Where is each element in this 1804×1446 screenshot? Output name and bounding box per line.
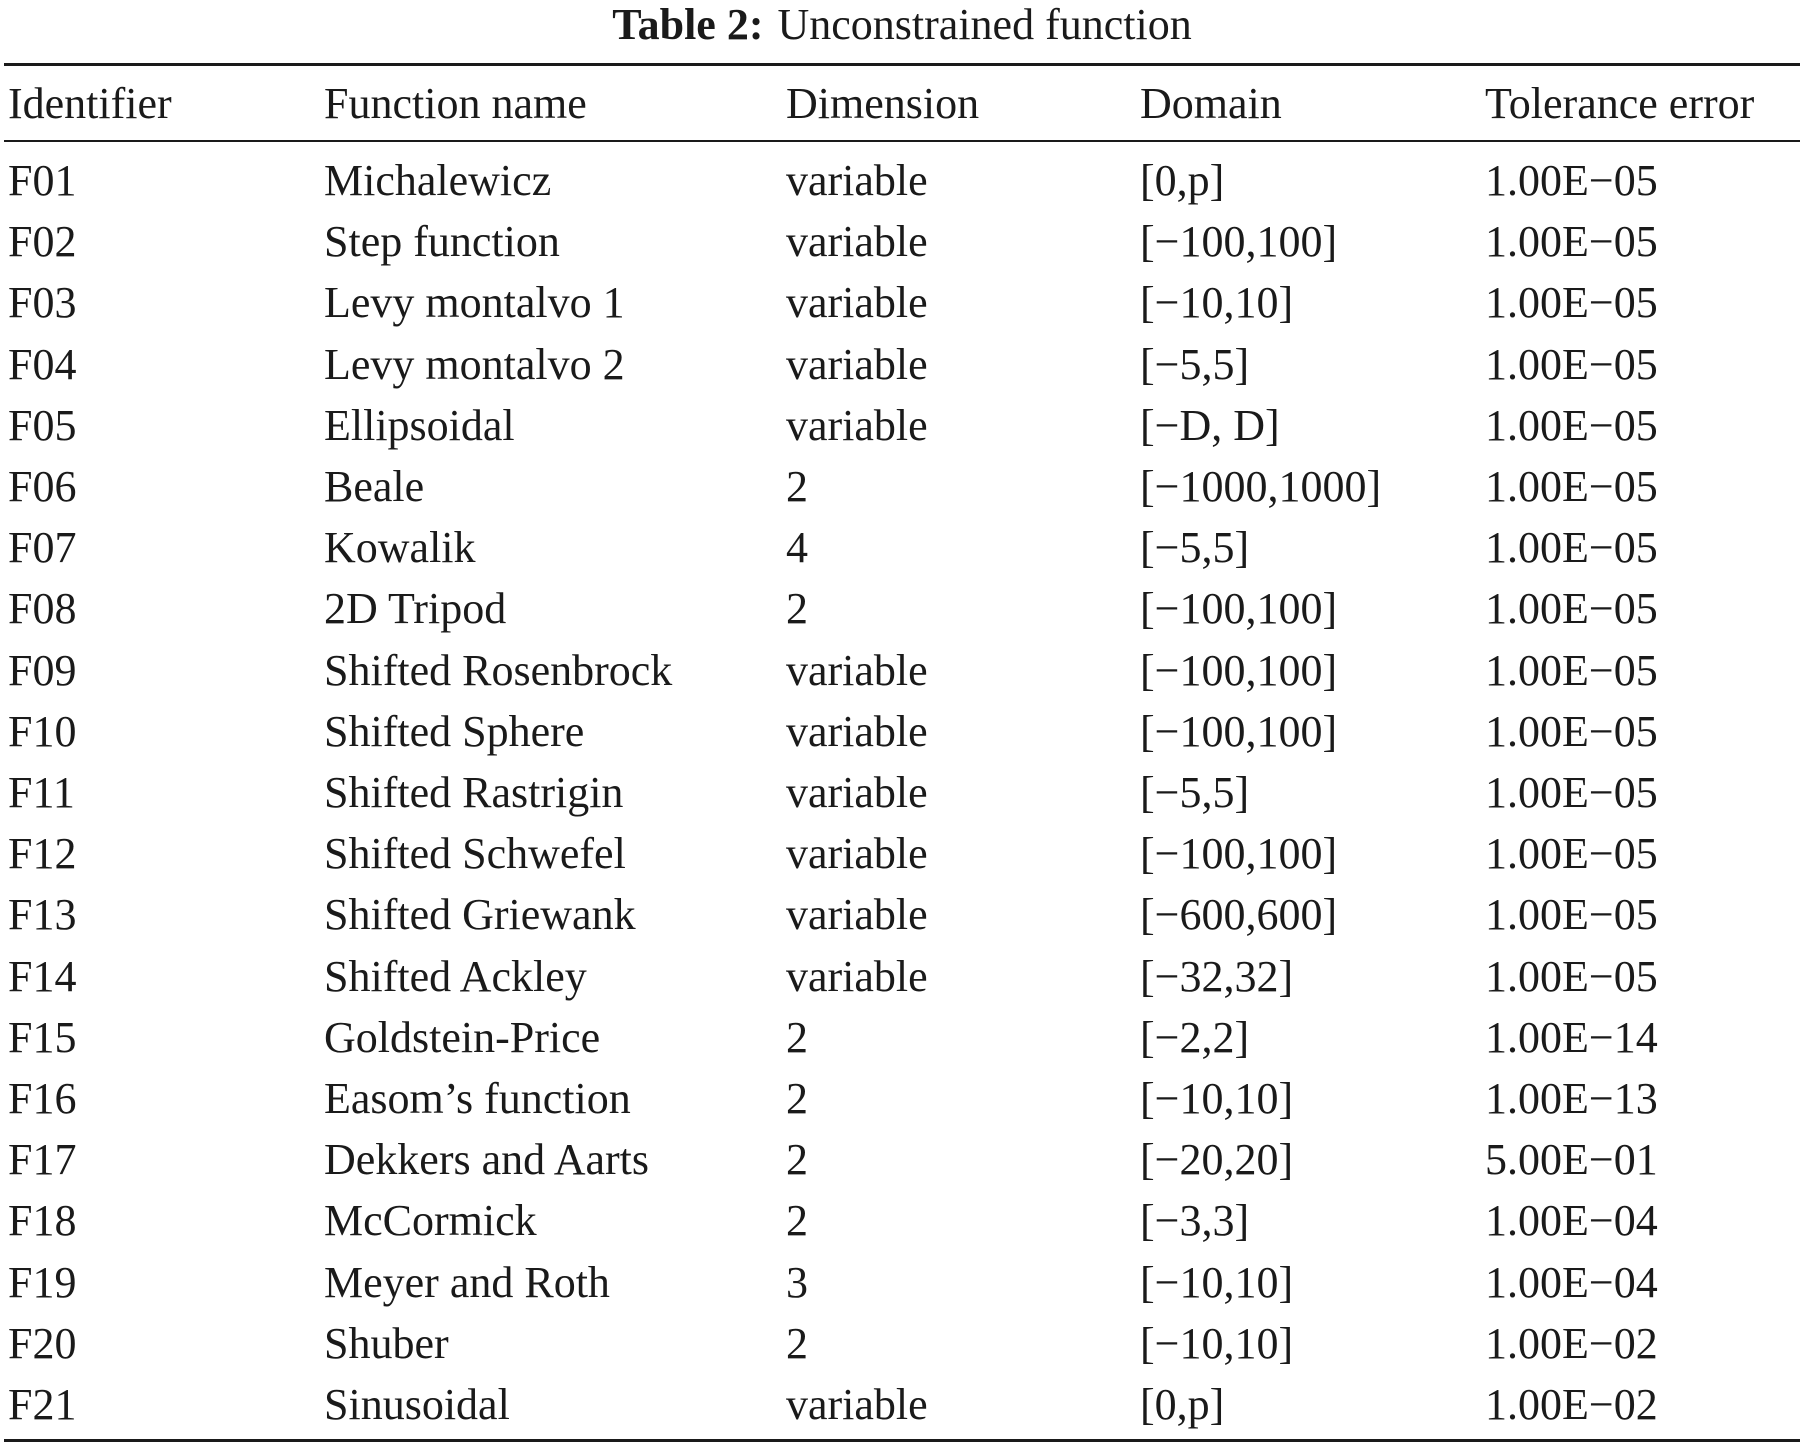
header-tolerance-error: Tolerance error	[1485, 79, 1755, 128]
cell-function-name: McCormick	[324, 1196, 537, 1246]
cell-tolerance-error: 1.00E−05	[1485, 951, 1658, 1001]
table-row	[8, 640, 1804, 701]
cell-identifier: F13	[8, 890, 77, 940]
table-row	[8, 1313, 1804, 1374]
cell-function-name: Kowalik	[324, 523, 476, 573]
cell-identifier: F06	[8, 462, 77, 512]
table-row	[8, 1007, 1804, 1068]
caption-title: Unconstrained function	[777, 0, 1192, 49]
table-row	[8, 1252, 1804, 1313]
cell-identifier: F14	[8, 951, 77, 1001]
cell-tolerance-error: 1.00E−02	[1485, 1380, 1658, 1430]
cell-dimension: variable	[786, 951, 928, 1001]
cell-tolerance-error: 1.00E−02	[1485, 1318, 1658, 1368]
cell-domain: [−10,10]	[1140, 1318, 1294, 1368]
cell-dimension: variable	[786, 217, 928, 267]
table-row	[8, 456, 1804, 517]
cell-dimension: variable	[786, 706, 928, 756]
cell-domain: [−2,2]	[1140, 1012, 1250, 1062]
table-row	[8, 272, 1804, 333]
header-domain: Domain	[1140, 79, 1282, 128]
table-row	[8, 1374, 1804, 1435]
cell-domain: [−600,600]	[1140, 890, 1338, 940]
cell-dimension: 2	[786, 1196, 808, 1246]
cell-function-name: Michalewicz	[324, 156, 552, 205]
cell-dimension: variable	[786, 645, 928, 695]
cell-identifier: F19	[8, 1257, 77, 1307]
table-body	[8, 150, 1804, 1435]
cell-identifier: F01	[8, 156, 77, 205]
cell-identifier: F20	[8, 1318, 77, 1368]
table-row	[8, 884, 1804, 945]
table-row	[8, 1129, 1804, 1190]
cell-function-name: Shifted Rosenbrock	[324, 645, 673, 695]
header-identifier: Identifier	[8, 79, 172, 128]
cell-domain: [−5,5]	[1140, 339, 1250, 389]
cell-tolerance-error: 1.00E−05	[1485, 217, 1658, 267]
cell-function-name: Dekkers and Aarts	[324, 1135, 650, 1185]
cell-identifier: F15	[8, 1012, 77, 1062]
cell-tolerance-error: 1.00E−05	[1485, 890, 1658, 940]
header-row	[8, 72, 1804, 136]
cell-function-name: Levy montalvo 2	[324, 339, 625, 389]
cell-function-name: Sinusoidal	[324, 1380, 510, 1430]
bottom-rule	[4, 1439, 1800, 1442]
cell-domain: [−10,10]	[1140, 1074, 1294, 1124]
cell-identifier: F09	[8, 645, 77, 695]
cell-dimension: variable	[786, 400, 928, 450]
cell-function-name: Shifted Schwefel	[324, 829, 626, 879]
cell-tolerance-error: 1.00E−05	[1485, 768, 1658, 818]
cell-identifier: F18	[8, 1196, 77, 1246]
cell-identifier: F04	[8, 339, 77, 389]
cell-function-name: Beale	[324, 462, 425, 512]
cell-identifier: F02	[8, 217, 77, 267]
cell-tolerance-error: 1.00E−05	[1485, 462, 1658, 512]
cell-domain: [−5,5]	[1140, 768, 1250, 818]
caption-label: Table 2:	[612, 0, 764, 49]
cell-identifier: F10	[8, 706, 77, 756]
cell-identifier: F07	[8, 523, 77, 573]
cell-tolerance-error: 1.00E−04	[1485, 1257, 1658, 1307]
cell-domain: [−32,32]	[1140, 951, 1294, 1001]
table-row	[8, 395, 1804, 456]
function-table	[8, 150, 1804, 1435]
cell-tolerance-error: 1.00E−05	[1485, 523, 1658, 573]
cell-dimension: 2	[786, 584, 808, 634]
cell-identifier: F12	[8, 829, 77, 879]
cell-identifier: F08	[8, 584, 77, 634]
table-header	[8, 72, 1804, 136]
cell-tolerance-error: 1.00E−05	[1485, 400, 1658, 450]
cell-identifier: F17	[8, 1135, 77, 1185]
table-row	[8, 211, 1804, 272]
table-row	[8, 150, 1804, 211]
cell-identifier: F03	[8, 278, 77, 328]
cell-identifier: F05	[8, 400, 77, 450]
cell-tolerance-error: 1.00E−05	[1485, 584, 1658, 634]
header-rule	[4, 140, 1800, 142]
cell-function-name: Shuber	[324, 1318, 449, 1368]
table-caption	[0, 0, 1804, 50]
cell-tolerance-error: 1.00E−05	[1485, 829, 1658, 879]
cell-tolerance-error: 1.00E−14	[1485, 1012, 1658, 1062]
cell-dimension: variable	[786, 768, 928, 818]
cell-identifier: F11	[8, 768, 75, 818]
cell-function-name: Shifted Sphere	[324, 706, 585, 756]
cell-dimension: 2	[786, 1074, 808, 1124]
cell-function-name: Meyer and Roth	[324, 1257, 610, 1307]
cell-dimension: variable	[786, 1380, 928, 1430]
table-row	[8, 946, 1804, 1007]
cell-tolerance-error: 1.00E−04	[1485, 1196, 1658, 1246]
table-row	[8, 517, 1804, 578]
cell-dimension: 2	[786, 462, 808, 512]
cell-function-name: Shifted Griewank	[324, 890, 636, 940]
cell-tolerance-error: 1.00E−05	[1485, 339, 1658, 389]
cell-domain: [−5,5]	[1140, 523, 1250, 573]
cell-domain: [−D, D]	[1140, 400, 1280, 450]
table-row	[8, 1068, 1804, 1129]
cell-function-name: Easom’s function	[324, 1074, 631, 1124]
cell-dimension: variable	[786, 278, 928, 328]
top-rule	[4, 63, 1800, 66]
cell-domain: [0,p]	[1140, 1380, 1225, 1430]
table-row	[8, 578, 1804, 639]
cell-domain: [−100,100]	[1140, 584, 1338, 634]
cell-dimension: 2	[786, 1135, 808, 1185]
header-function-name: Function name	[324, 79, 587, 128]
cell-function-name: Goldstein-Price	[324, 1012, 601, 1062]
cell-domain: [−100,100]	[1140, 645, 1338, 695]
cell-domain: [−3,3]	[1140, 1196, 1250, 1246]
cell-dimension: variable	[786, 829, 928, 879]
cell-identifier: F16	[8, 1074, 77, 1124]
cell-dimension: 4	[786, 523, 808, 573]
cell-tolerance-error: 5.00E−01	[1485, 1135, 1658, 1185]
cell-tolerance-error: 1.00E−05	[1485, 706, 1658, 756]
table-row	[8, 823, 1804, 884]
header-dimension: Dimension	[786, 79, 980, 128]
table-row	[8, 1190, 1804, 1251]
cell-function-name: 2D Tripod	[324, 584, 507, 634]
cell-function-name: Ellipsoidal	[324, 400, 515, 450]
table-row	[8, 762, 1804, 823]
cell-dimension: variable	[786, 890, 928, 940]
cell-function-name: Step function	[324, 217, 560, 267]
cell-domain: [−10,10]	[1140, 1257, 1294, 1307]
cell-domain: [−10,10]	[1140, 278, 1294, 328]
cell-dimension: variable	[786, 156, 928, 205]
cell-dimension: 3	[786, 1257, 808, 1307]
cell-domain: [−1000,1000]	[1140, 462, 1382, 512]
cell-function-name: Shifted Rastrigin	[324, 768, 624, 818]
cell-dimension: variable	[786, 339, 928, 389]
cell-function-name: Levy montalvo 1	[324, 278, 625, 328]
cell-dimension: 2	[786, 1012, 808, 1062]
cell-domain: [−20,20]	[1140, 1135, 1294, 1185]
cell-domain: [−100,100]	[1140, 217, 1338, 267]
cell-tolerance-error: 1.00E−05	[1485, 278, 1658, 328]
cell-identifier: F21	[8, 1380, 77, 1430]
cell-tolerance-error: 1.00E−13	[1485, 1074, 1658, 1124]
cell-dimension: 2	[786, 1318, 808, 1368]
table-row	[8, 334, 1804, 395]
cell-tolerance-error: 1.00E−05	[1485, 156, 1658, 205]
cell-domain: [−100,100]	[1140, 706, 1338, 756]
cell-domain: [0,p]	[1140, 156, 1225, 205]
cell-tolerance-error: 1.00E−05	[1485, 645, 1658, 695]
table-row	[8, 701, 1804, 762]
cell-function-name: Shifted Ackley	[324, 951, 587, 1001]
cell-domain: [−100,100]	[1140, 829, 1338, 879]
